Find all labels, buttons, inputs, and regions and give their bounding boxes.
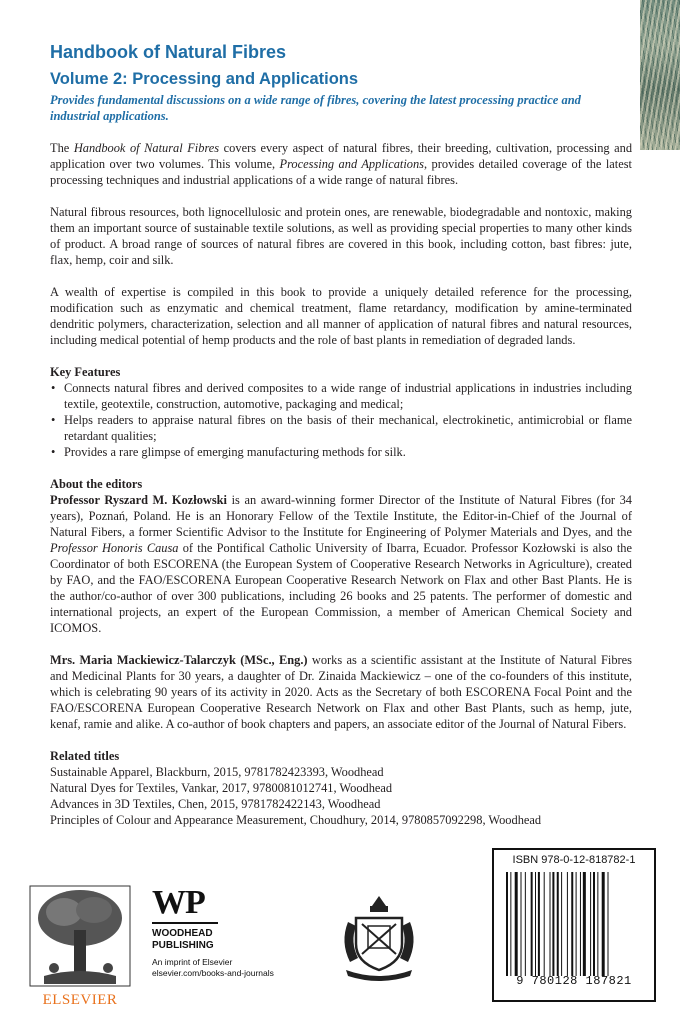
publisher-logos [24, 854, 664, 1010]
barcode-digits: 9 780128 187821 [516, 974, 632, 988]
elsevier-tree-icon [24, 880, 136, 990]
barcode-bar [552, 872, 554, 976]
barcode-bar [593, 872, 595, 976]
barcode-bar [544, 872, 545, 976]
barcode-bar [608, 872, 609, 976]
barcode-bar [567, 872, 568, 976]
barcode-bar [550, 872, 551, 976]
related-title: Advances in 3D Textiles, Chen, 2015, 9781782422143, Woodhead [50, 797, 381, 811]
editor-mackiewicz-bio: Mrs. Maria Mackiewicz-Talarczyk (MSc., Eng.) works as a scientific assistant at the Institute of Natural Fibres and Medicinal Plants for 30 years, a daughter of Dr. Zinaida Mackiewicz – one of the co-founders of this institute, which is celebrating 90 years of its activity in 2020. Acts as the Secretary of both ESCORENA Focal Point and the FAO/ESCORENA European Cooperative Research Network on Flax and other Bast Plants, such as hemp, jute, kenaf, ramie and alike. A co-author of book chapters and papers, an associate editor of the Journal of Natural Fibers. [50, 653, 632, 731]
barcode-bar [590, 872, 591, 976]
barcode-bar [583, 872, 586, 976]
intro-paragraph: The Handbook of Natural Fibres covers every aspect of natural fibres, their breeding, cultivation, processing and application over two volumes. This volume, Processing and Applications, provides detailed coverage of the latest processing techniques and industrial applications of a wide range of natural fibres. [50, 141, 633, 187]
feature-item: • Provides a rare glimpse of emerging manufacturing methods for silk. [64, 444, 632, 460]
cover-fibre-image [640, 0, 680, 150]
back-cover-text [50, 40, 632, 828]
tagline: Provides fundamental discussions on a wide range of fibres, covering the latest processing practice and industrial applications. [50, 93, 581, 123]
barcode-bar [521, 872, 522, 976]
resources-paragraph: Natural fibrous resources, both lignocellulosic and protein ones, are renewable, biodegradable and nontoxic, making them an important source of sustainable textile solutions, as well as providing special properties to many other kinds of product. A broad range of sources of natural fibres are covered in this book, including cotton, bast fibres: jute, flax, hemp, coir and silk. [50, 205, 632, 267]
institute-crest-icon [334, 892, 424, 982]
book-title: Handbook of Natural Fibres [50, 42, 287, 62]
barcode-bar [602, 872, 605, 976]
wp-name-line1: WOODHEAD [152, 928, 213, 939]
wp-mark: WP [152, 884, 205, 921]
barcode-bar [576, 872, 577, 976]
barcode-box [492, 848, 656, 1002]
related-title: Natural Dyes for Textiles, Vankar, 2017, 9780081012741, Woodhead [50, 781, 393, 795]
editor-kozlowski-bio: Professor Ryszard M. Kozłowski is an award-winning former Director of the Institute of Natural Fibres (for 34 years), Poznań, Poland. He is an Honorary Fellow of the Textile Institute, the Editor-in-Chief of the Journal of Natural Fibers, a former Scientific Advisor to the Institute for Engineering of Polymer Materials and Dyes, and the Professor Honoris Causa of the Pontifical Catholic University of Ibarra, Ecuador. Professor Kozłowski is also the Coordinator of both ESCORENA (the European System of Cooperative Research Networks in Agriculture), created by FAO, and the FAO/ESCORENA European Cooperative Research Network on Flax and other Bast Plants. He is the author/co-author of over 300 publications, including 26 books and 25 patents. The performer of domestic and international projects, an expert of the European Commission, a member of American Chemical Society and ICOMOS. [50, 493, 632, 635]
related-titles-heading: Related titles [50, 749, 120, 763]
feature-item: • Helps readers to appraise natural fibres on the basis of their mechanical, electrokinetic, antimicrobial or flame retardant qualities; [64, 412, 632, 444]
related-title: Sustainable Apparel, Blackburn, 2015, 9781782423393, Woodhead [50, 765, 384, 779]
barcode-bar [538, 872, 540, 976]
barcode-bar [580, 872, 581, 976]
barcode-bar [531, 872, 533, 976]
key-features-heading: Key Features [50, 365, 121, 379]
barcode-bar [510, 872, 511, 976]
barcode-bar [561, 872, 562, 976]
woodhead-publishing-logo [152, 886, 312, 979]
barcode-icon [504, 872, 644, 976]
wp-imprint: An imprint of Elsevier [152, 957, 233, 967]
barcode-bar [597, 872, 598, 976]
barcode-bar [535, 872, 536, 976]
related-title: Principles of Colour and Appearance Measurement, Choudhury, 2014, 9780857092298, Woodhead [50, 813, 542, 827]
feature-item: • Connects natural fibres and derived composites to a wide range of industrial applications in industries including textile, geotextile, construction, automotive, packaging and medical; [64, 380, 632, 412]
wp-url: elsevier.com/books-and-journals [152, 968, 274, 978]
barcode-bar [515, 872, 518, 976]
barcode-bar [571, 872, 573, 976]
barcode-bar [525, 872, 526, 976]
barcode-bar [557, 872, 559, 976]
book-subtitle: Volume 2: Processing and Applications [50, 70, 359, 88]
elsevier-wordmark: ELSEVIER [42, 992, 118, 1008]
expertise-paragraph: A wealth of expertise is compiled in this book to provide a uniquely detailed reference for the processing, modification such as enzymatic and chemical treatment, flame retardancy, modification by amine-terminated dendritic polymers, characterization, selection and all manner of application of natural fibres and natural resources, including medical potential of hemp products and the role of bast plants in remediation of degraded lands. [50, 285, 632, 347]
barcode-bar [506, 872, 508, 976]
isbn-text: ISBN 978-0-12-818782-1 [512, 854, 636, 866]
wp-name-line2: PUBLISHING [152, 940, 214, 951]
editors-heading: About the editors [50, 477, 143, 491]
key-features-list [50, 380, 632, 460]
elsevier-logo [24, 880, 136, 1010]
